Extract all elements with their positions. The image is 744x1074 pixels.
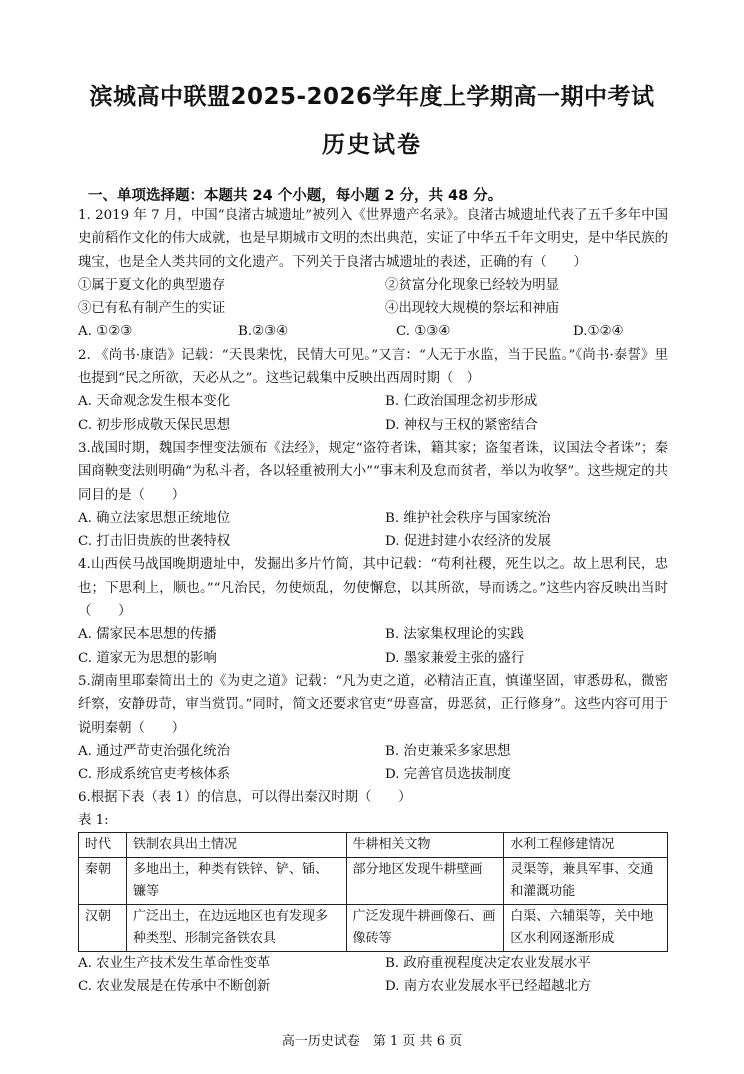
option-b: B. 仁政治国理念初步形成 [385,394,538,410]
exam-title: 滨城高中联盟2025-2026学年度上学期高一期中考试 [89,84,655,110]
table-cell: 广泛出土，在边远地区也有发现多种类型、形制完备铁农具 [126,904,346,951]
question-stem: 6.根据下表（表 1）的信息，可以得出秦汉时期（ ） [78,790,412,806]
option-b: B. 政府重视程度决定农业发展水平 [385,955,591,971]
question-stem: 5.湖南里耶秦简出土的《为吏之道》记载：“凡为吏之道，必精洁正直，慎谨坚固，审悉毋私，微密纤察，安静毋苛，审当赏罚。”同时，简文还要求官吏“毋喜富，毋恶贫，正行修身”。这些内容可用于说明秦朝（ ） [78,673,668,736]
question-6 [78,786,668,998]
statement-item: ①属于夏文化的典型遗存 [78,277,226,293]
option-list [78,623,668,670]
table-cell: 部分地区发现牛耕壁画 [346,857,504,904]
question-5 [78,670,668,786]
option-c: C. 打击旧贵族的世袭特权 [78,534,231,550]
option-list [78,507,668,554]
option-d: D. 南方农业发展水平已经超越北方 [385,979,592,995]
question-1 [78,204,668,344]
option-list [78,740,668,787]
statement-item: ③已有私有制产生的实证 [78,301,226,317]
statement-list [78,274,668,321]
option-c: C. ①③④ [396,324,451,340]
question-3 [78,437,668,553]
option-c: C. 形成系统官吏考核体系 [78,767,231,783]
option-a: A. 儒家民本思想的传播 [78,627,217,643]
option-d: D. 完善官员选拔制度 [385,767,511,783]
table-header-cell: 水利工程修建情况 [504,832,668,857]
table-header-row [79,832,668,857]
option-d: D.①②④ [573,324,624,340]
option-d: D. 神权与王权的紧密结合 [385,417,538,433]
question-stem: 2. 《尚书·康诰》记载：“天畏棐忱，民情大可见。”又言：“人无于水监，当于民监。”《尚书·泰誓》里也提到“民之所欲，天必从之”。这些记载集中反映出西周时期（ ） [78,347,668,387]
option-a: A. 确立法家思想正统地位 [78,510,231,526]
option-b: B. 法家集权理论的实践 [385,627,524,643]
option-a: A. 天命观念发生根本变化 [78,394,231,410]
data-table [78,832,668,952]
statement-item: ②贫富分化现象已经较为明显 [385,277,560,293]
statement-item: ④出现较大规模的祭坛和神庙 [385,301,560,317]
section-heading: 一、单项选择题：本题共 24 个小题，每小题 2 分，共 48 分。 [88,188,503,204]
page-footer: 高一历史试卷 第 1 页 共 6 页 [281,1034,463,1049]
table-label: 表 1: [78,812,109,828]
option-list [78,390,668,437]
option-c: C. 初步形成敬天保民思想 [78,417,231,433]
table-cell: 汉朝 [79,904,127,951]
option-b: B. 治吏兼采多家思想 [385,743,511,759]
table-header-cell: 牛耕相关文物 [346,832,504,857]
question-stem: 4.山西侯马战国晚期遗址中，发掘出多片竹简，其中记载：“苟利社稷，死生以之。故上思利民，忠也；下思利上，顺也。”“凡治民，勿使烦乱，勿使懈怠，以其所欲，导而诱之。”这些内容反映出当时（ ） [78,557,668,620]
option-list [78,952,668,999]
table-row [79,904,668,951]
option-a: A. ①②③ [78,324,133,340]
option-d: D. 促进封建小农经济的发展 [385,534,552,550]
option-b: B.②③④ [238,324,289,340]
table-cell: 秦朝 [79,857,127,904]
table-cell: 灵渠等，兼具军事、交通和灌溉功能 [504,857,668,904]
question-4 [78,553,668,669]
exam-subject: 历史试卷 [322,132,422,158]
option-c: C. 农业发展是在传承中不断创新 [78,979,271,995]
table-header-cell: 铁制农具出土情况 [126,832,346,857]
question-stem: 1. 2019 年 7 月，中国“良渚古城遗址”被列入《世界遗产名录》。良渚古城遗址代表了五千多年中国史前稻作文化的伟大成就，也是早期城市文明的杰出典范，实证了中华五千年文明史，是中华民族的瑰宝，也是全人类共同的文化遗产。下列关于良渚古城遗址的表述，正确的有（ ） [78,208,668,270]
option-a: A. 农业生产技术发生革命性变革 [78,955,271,971]
table-cell: 广泛发现牛耕画像石、画像砖等 [346,904,504,951]
option-a: A. 通过严苛吏治强化统治 [78,743,231,759]
table-cell: 白渠、六辅渠等，关中地区水利网逐渐形成 [504,904,668,951]
question-list [78,204,668,998]
table-row [79,857,668,904]
question-stem: 3.战国时期，魏国李悝变法颁布《法经》，规定“盗符者诛，籍其家；盗玺者诛，议国法令者诛”；秦国商鞅变法则明确“为私斗者，各以轻重被刑大小”“事末利及怠而贫者，举以为收孥”。这些规定的共同目的是（ ） [78,440,668,503]
question-2 [78,344,668,437]
option-c: C. 道家无为思想的影响 [78,650,217,666]
option-b: B. 维护社会秩序与国家统治 [385,510,551,526]
option-list [78,320,668,343]
table-header-cell: 时代 [79,832,127,857]
option-d: D. 墨家兼爱主张的盛行 [385,650,525,666]
table-cell: 多地出土，种类有铁锌、铲、锸、镰等 [126,857,346,904]
